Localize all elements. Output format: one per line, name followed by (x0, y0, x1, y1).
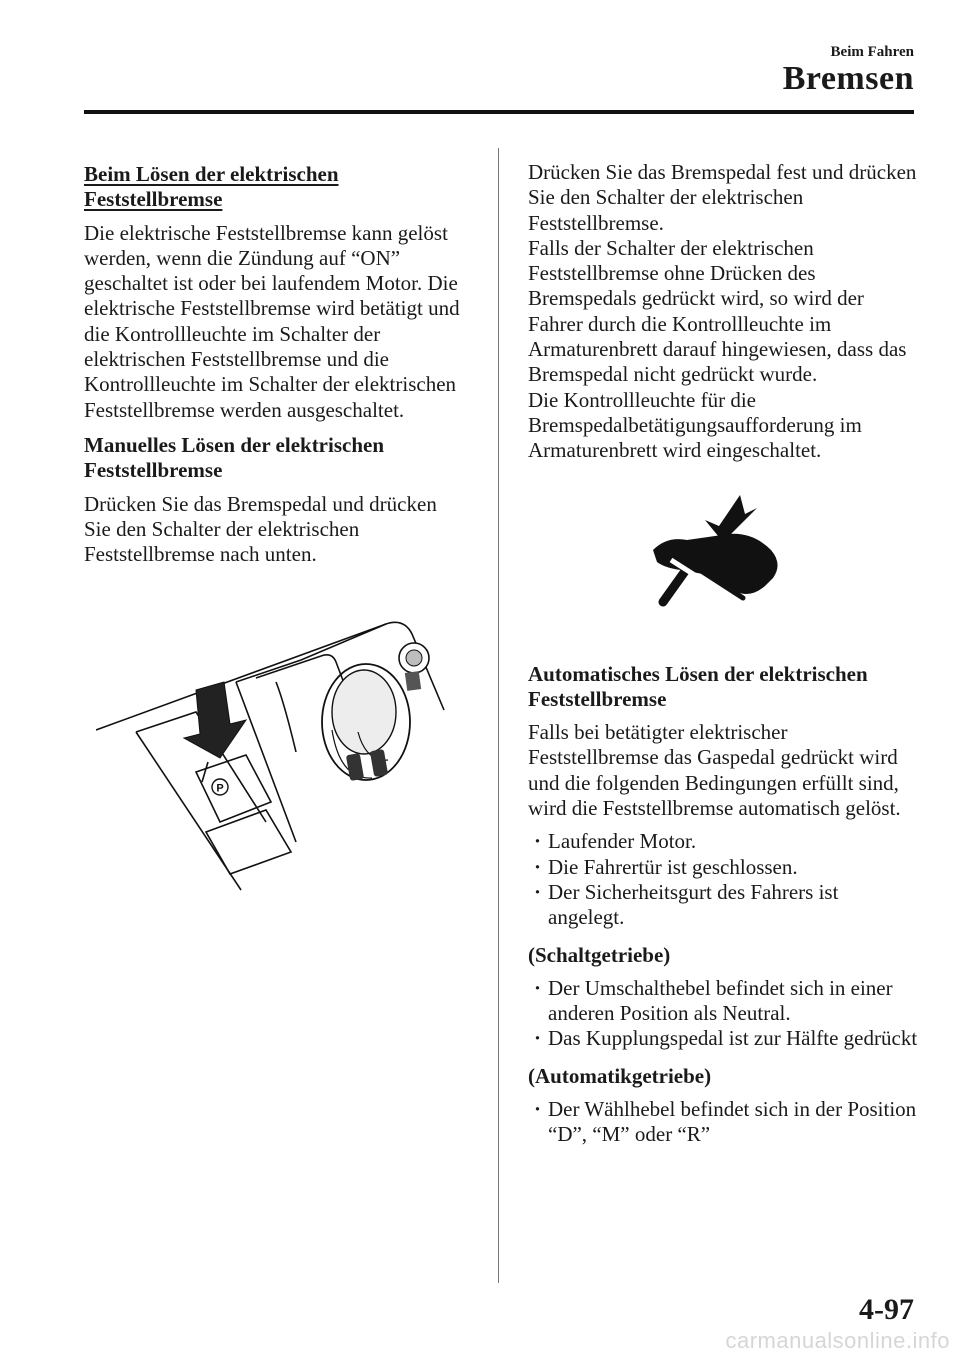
automatic-transmission-heading: (Automatikgetriebe) (528, 1063, 712, 1088)
left-column (84, 162, 464, 567)
warning-paragraph: Falls der Schalter der elektrischen Feststellbremse ohne Drücken des Bremspedals gedrückt wird, so wird der Fahrer durch die Kontrollleuchte im Armaturenbrett darauf hingewiesen, dass das Bremspedal nicht gedrückt wurde. (528, 235, 907, 387)
parking-switch-label: P (216, 782, 224, 795)
parking-p-icon (212, 779, 228, 795)
foot-on-brake-pedal-icon (645, 490, 785, 610)
list-item: · Laufender Motor. (528, 829, 920, 854)
release-paragraph: Die elektrische Feststellbremse kann gelöst werden, wenn die Zündung auf “ON” geschaltet ist oder bei laufendem Motor. Die elektrische Feststellbremse wird betätigt und die Kontrollleuchte im Schalter der elektrischen Feststellbremse und die Kontrollleuchte im Schalter der elektrischen Feststellbremse werden ausgeschaltet. (84, 220, 460, 422)
page-number: 4-97 (859, 1293, 914, 1326)
manual-transmission-heading: (Schaltgetriebe) (528, 942, 671, 967)
auto-release-paragraph: Falls bei betätigter elektrischer Feststellbremse das Gaspedal gedrückt wird und die folgenden Bedingungen erfüllt sind, wird die Feststellbremse automatisch gelöst. (528, 720, 901, 821)
list-item: · Das Kupplungspedal ist zur Hälfte gedrückt (528, 1026, 920, 1051)
right-column (528, 160, 920, 1148)
list-item: · Der Sicherheitsgurt des Fahrers ist angelegt. (528, 880, 920, 931)
page-title: Bremsen (782, 60, 914, 97)
column-divider (498, 148, 499, 1283)
manual-transmission-list (528, 976, 920, 1052)
section-heading-release: Beim Lösen der elektrischen Feststellbremse (84, 162, 339, 212)
section-heading-auto-release: Automatisches Lösen der elektrischen Feststellbremse (528, 661, 868, 711)
running-header-section: Beim Fahren (830, 44, 914, 60)
automatic-transmission-list (528, 1097, 920, 1148)
conditions-list (528, 829, 920, 930)
header-rule (84, 110, 914, 114)
section-heading-manual-release: Manuelles Lösen der elektrischen Feststellbremse (84, 432, 385, 483)
manual-release-paragraph: Drücken Sie das Bremspedal und drücken Sie den Schalter der elektrischen Feststellbremse nach unten. (84, 491, 437, 567)
watermark: carmanualsonline.info (725, 1328, 950, 1353)
list-item: · Der Wählhebel befindet sich in der Position “D”, “M” oder “R” (528, 1097, 920, 1148)
push-arrow-icon (184, 682, 246, 758)
list-item: · Die Fahrertür ist geschlossen. (528, 855, 920, 880)
indicator-paragraph: Die Kontrollleuchte für die Bremspedalbetätigungsaufforderung im Armaturenbrett wird eingeschaltet. (528, 387, 862, 463)
press-pedal-paragraph: Drücken Sie das Bremspedal fest und drücken Sie den Schalter der elektrischen Feststellbremse. (528, 160, 917, 235)
parking-brake-switch-illustration (96, 612, 456, 902)
list-item: · Der Umschalthebel befindet sich in einer anderen Position als Neutral. (528, 976, 920, 1027)
